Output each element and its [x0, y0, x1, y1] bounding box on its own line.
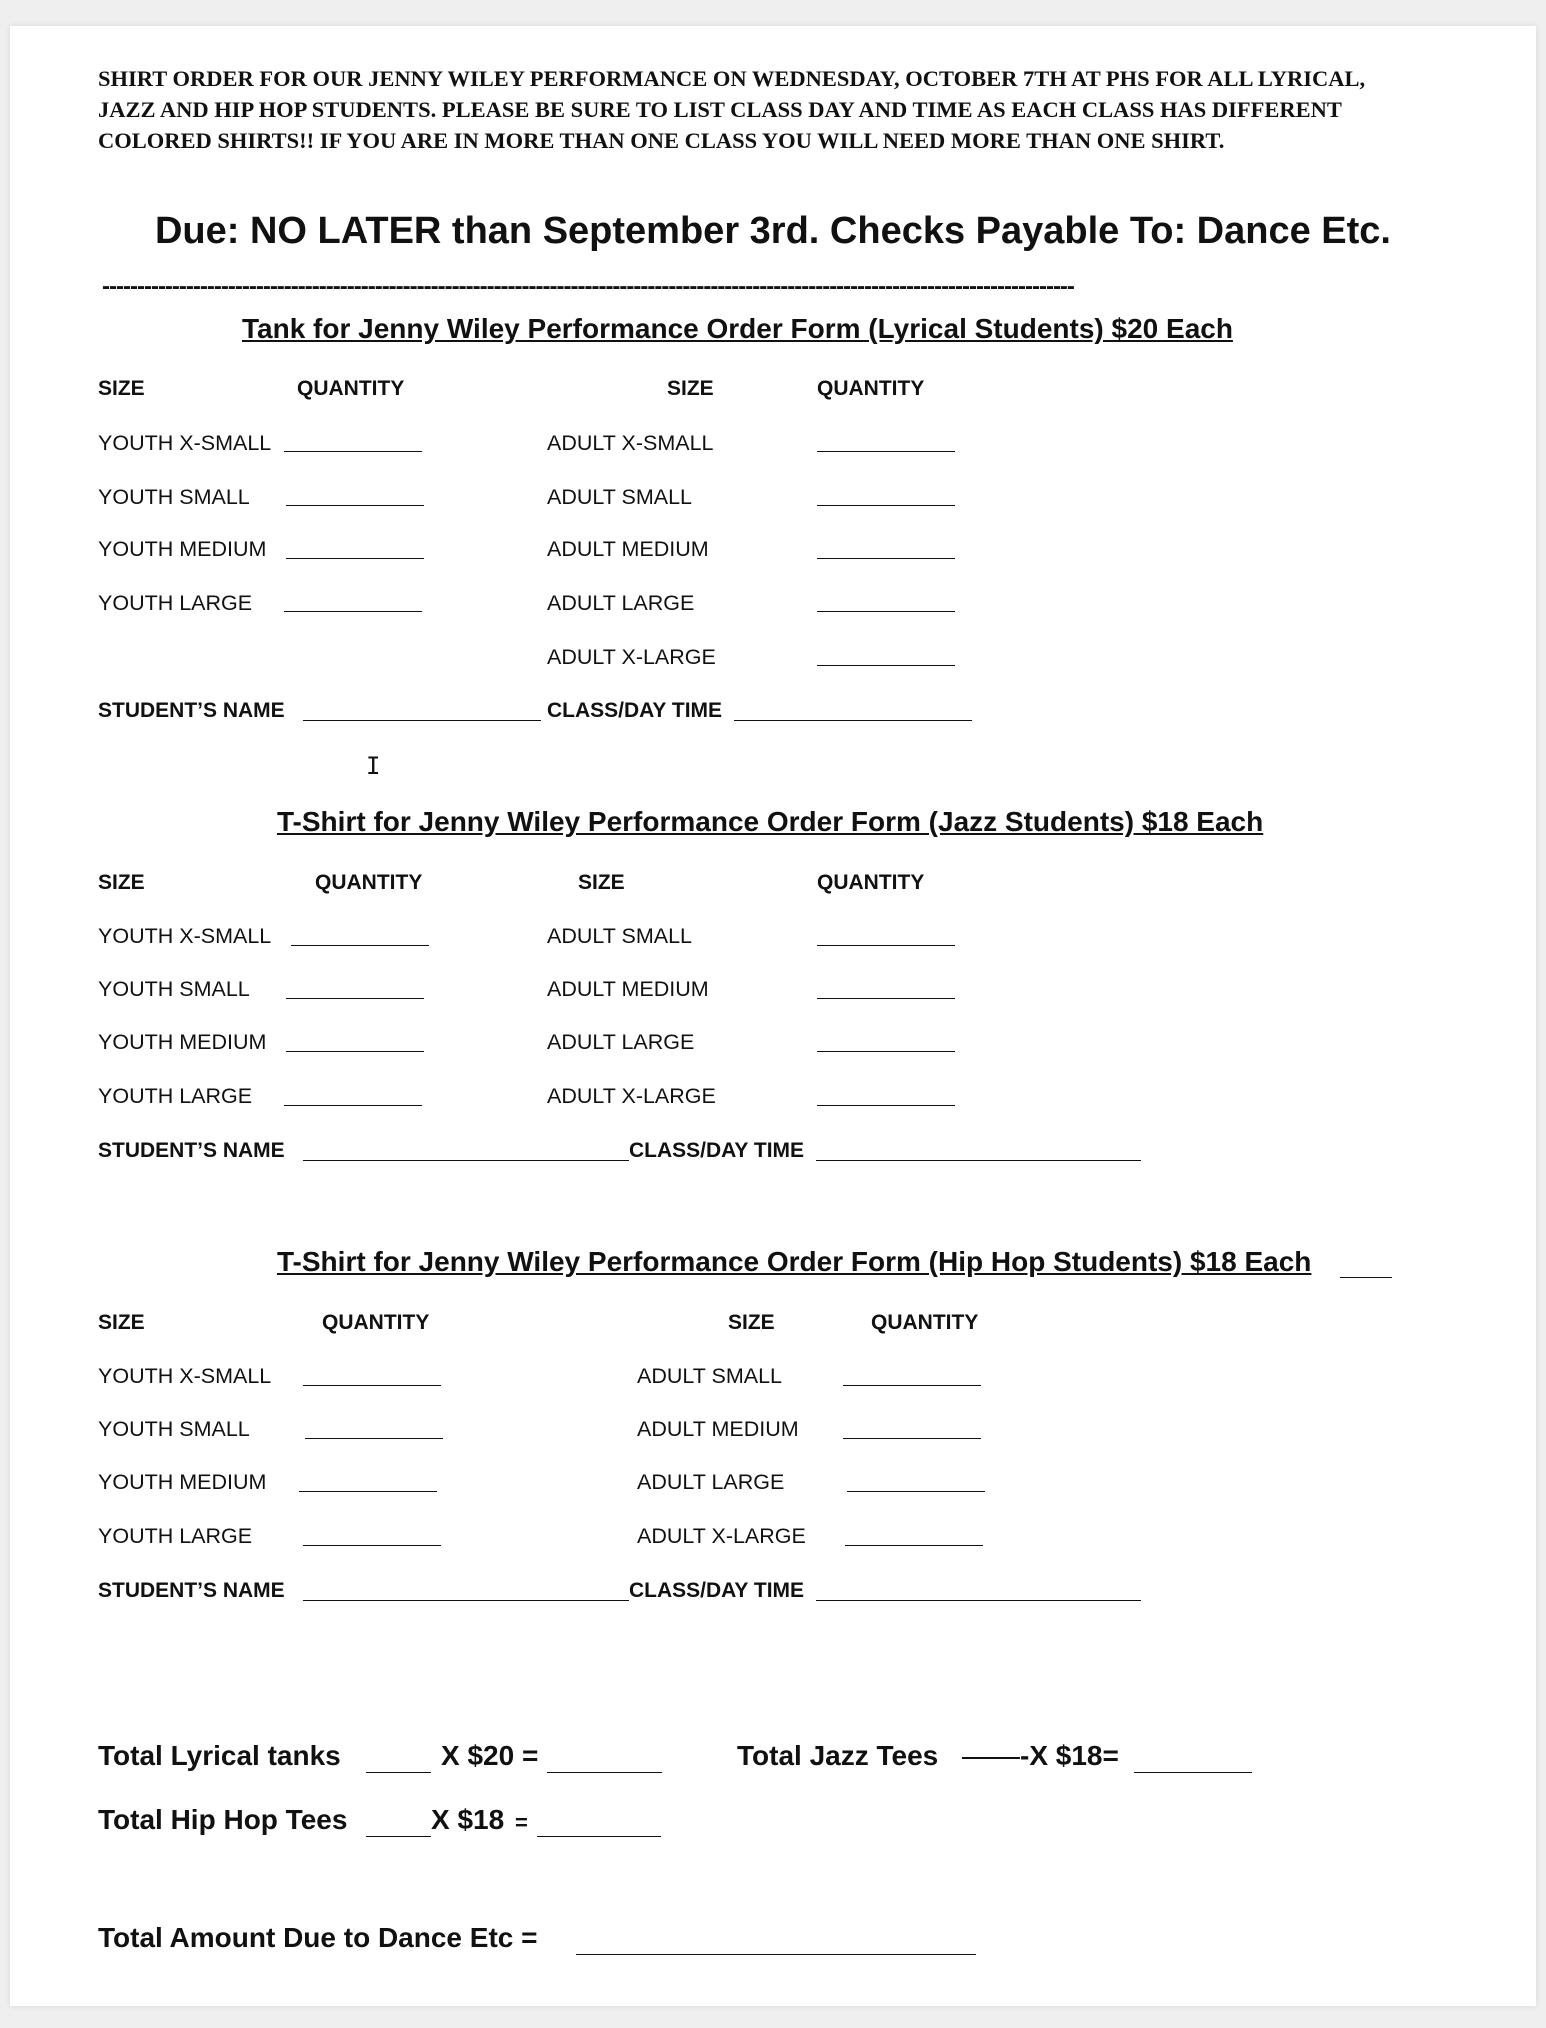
hiphop-youth-small-qty[interactable]: [305, 1438, 443, 1439]
hiphop-adult-xlarge-label: ADULT X-LARGE: [637, 1524, 806, 1548]
jazz-youth-xsmall-label: YOUTH X-SMALL: [98, 924, 272, 948]
lyrical-youth-medium-qty[interactable]: [286, 558, 424, 559]
hiphop-size-header-adult: SIZE: [728, 1311, 775, 1334]
jazz-student-name-label: STUDENT’S NAME: [98, 1139, 285, 1162]
lyrical-quantity-header-adult: QUANTITY: [817, 377, 925, 400]
hiphop-adult-medium-label: ADULT MEDIUM: [637, 1417, 799, 1441]
hiphop-student-name-field[interactable]: [303, 1600, 629, 1601]
total-lyrical-label: Total Lyrical tanks: [98, 1740, 341, 1771]
total-jazz-count-field[interactable]: [962, 1757, 1020, 1759]
total-amount-due-label: Total Amount Due to Dance Etc =: [98, 1922, 538, 1953]
lyrical-adult-medium-label: ADULT MEDIUM: [547, 537, 709, 561]
jazz-youth-small-qty[interactable]: [286, 998, 424, 999]
lyrical-youth-small-qty[interactable]: [286, 505, 424, 506]
hiphop-student-name-label: STUDENT’S NAME: [98, 1579, 285, 1602]
lyrical-adult-medium-qty[interactable]: [817, 558, 955, 559]
dashed-divider: -------------------------------------------------------------------------------------------------------------------------------------------: [102, 273, 1074, 300]
jazz-adult-small-qty[interactable]: [817, 945, 955, 946]
lyrical-adult-xlarge-label: ADULT X-LARGE: [547, 645, 716, 669]
jazz-youth-small-label: YOUTH SMALL: [98, 977, 250, 1001]
lyrical-youth-large-qty[interactable]: [284, 611, 422, 612]
hiphop-adult-medium-qty[interactable]: [843, 1438, 981, 1439]
jazz-adult-xlarge-qty[interactable]: [817, 1105, 955, 1106]
hiphop-adult-small-label: ADULT SMALL: [637, 1364, 782, 1388]
hiphop-quantity-header-adult: QUANTITY: [871, 1311, 979, 1334]
lyrical-adult-xsmall-label: ADULT X-SMALL: [547, 431, 714, 455]
lyrical-adult-xsmall-qty[interactable]: [817, 451, 955, 452]
jazz-quantity-header-adult: QUANTITY: [817, 871, 925, 894]
hiphop-youth-large-label: YOUTH LARGE: [98, 1524, 253, 1548]
lyrical-youth-large-label: YOUTH LARGE: [98, 591, 253, 615]
lyrical-class-time-field[interactable]: [734, 720, 972, 721]
jazz-adult-medium-label: ADULT MEDIUM: [547, 977, 709, 1001]
hiphop-section-title: T-Shirt for Jenny Wiley Performance Order Form (Hip Hop Students) $18 Each: [277, 1246, 1312, 1277]
hiphop-quantity-header: QUANTITY: [322, 1311, 430, 1334]
hiphop-adult-large-label: ADULT LARGE: [637, 1470, 785, 1494]
lyrical-adult-large-qty[interactable]: [817, 611, 955, 612]
jazz-quantity-header: QUANTITY: [315, 871, 423, 894]
jazz-youth-medium-label: YOUTH MEDIUM: [98, 1030, 267, 1054]
total-lyrical-multiplier: X $20 =: [441, 1740, 539, 1771]
total-jazz-multiplier: -X $18=: [1020, 1740, 1119, 1771]
total-lyrical-amount-field[interactable]: [547, 1772, 662, 1773]
due-date-heading: Due: NO LATER than September 3rd. Checks Payable To: Dance Etc.: [154, 210, 1391, 252]
jazz-youth-large-qty[interactable]: [284, 1105, 422, 1106]
jazz-section-title: T-Shirt for Jenny Wiley Performance Order Form (Jazz Students) $18 Each: [277, 806, 1264, 837]
hiphop-title-underline-tail: [1340, 1277, 1392, 1278]
jazz-adult-medium-qty[interactable]: [817, 998, 955, 999]
lyrical-youth-medium-label: YOUTH MEDIUM: [98, 537, 267, 561]
total-amount-due-field[interactable]: [576, 1954, 976, 1955]
total-hiphop-label: Total Hip Hop Tees: [98, 1804, 348, 1835]
lyrical-adult-xlarge-qty[interactable]: [817, 665, 955, 666]
total-hiphop-amount-field[interactable]: [537, 1836, 661, 1837]
jazz-size-header-adult: SIZE: [578, 871, 625, 894]
lyrical-student-name-field[interactable]: [303, 720, 541, 721]
hiphop-adult-large-qty[interactable]: [847, 1491, 985, 1492]
hiphop-youth-small-label: YOUTH SMALL: [98, 1417, 250, 1441]
text-cursor-icon: I: [366, 752, 381, 780]
lyrical-size-header: SIZE: [98, 377, 145, 400]
hiphop-adult-xlarge-qty[interactable]: [845, 1545, 983, 1546]
jazz-youth-medium-qty[interactable]: [286, 1051, 424, 1052]
intro-paragraph: SHIRT ORDER FOR OUR JENNY WILEY PERFORMANCE ON WEDNESDAY, OCTOBER 7TH AT PHS FOR ALL LYRICAL, JAZZ AND HIP HOP STUDENTS. PLEASE BE SURE TO LIST CLASS DAY AND TIME AS EACH CLASS HAS DIFFERENT COLORED SHIRTS!! IF YOU ARE IN MORE THAN ONE CLASS YOU WILL NEED MORE THAN ONE SHIRT.: [98, 66, 1366, 153]
lyrical-adult-large-label: ADULT LARGE: [547, 591, 695, 615]
lyrical-adult-small-qty[interactable]: [817, 505, 955, 506]
hiphop-size-header: SIZE: [98, 1311, 145, 1334]
total-hiphop-equals: =: [515, 1810, 528, 1835]
jazz-adult-large-qty[interactable]: [817, 1051, 955, 1052]
lyrical-student-name-label: STUDENT’S NAME: [98, 699, 285, 722]
jazz-class-time-label: CLASS/DAY TIME: [629, 1139, 805, 1162]
jazz-youth-xsmall-qty[interactable]: [291, 945, 429, 946]
total-jazz-amount-field[interactable]: [1134, 1772, 1252, 1773]
jazz-size-header: SIZE: [98, 871, 145, 894]
lyrical-youth-small-label: YOUTH SMALL: [98, 485, 250, 509]
total-hiphop-count-field[interactable]: [366, 1836, 431, 1837]
jazz-adult-large-label: ADULT LARGE: [547, 1030, 695, 1054]
hiphop-youth-xsmall-qty[interactable]: [303, 1385, 441, 1386]
hiphop-youth-medium-qty[interactable]: [299, 1491, 437, 1492]
jazz-adult-small-label: ADULT SMALL: [547, 924, 692, 948]
total-hiphop-multiplier: X $18: [431, 1804, 505, 1835]
lyrical-youth-xsmall-label: YOUTH X-SMALL: [98, 431, 272, 455]
hiphop-youth-large-qty[interactable]: [303, 1545, 441, 1546]
hiphop-adult-small-qty[interactable]: [843, 1385, 981, 1386]
hiphop-class-time-label: CLASS/DAY TIME: [629, 1579, 805, 1602]
lyrical-quantity-header: QUANTITY: [297, 377, 405, 400]
jazz-youth-large-label: YOUTH LARGE: [98, 1084, 253, 1108]
hiphop-youth-xsmall-label: YOUTH X-SMALL: [98, 1364, 272, 1388]
lyrical-class-time-label: CLASS/DAY TIME: [547, 699, 723, 722]
hiphop-class-time-field[interactable]: [816, 1600, 1141, 1601]
lyrical-size-header-adult: SIZE: [667, 377, 714, 400]
total-jazz-label: Total Jazz Tees: [737, 1740, 939, 1771]
lyrical-youth-xsmall-qty[interactable]: [284, 451, 422, 452]
lyrical-adult-small-label: ADULT SMALL: [547, 485, 692, 509]
jazz-class-time-field[interactable]: [816, 1160, 1141, 1161]
hiphop-youth-medium-label: YOUTH MEDIUM: [98, 1470, 267, 1494]
lyrical-section-title: Tank for Jenny Wiley Performance Order Form (Lyrical Students) $20 Each: [242, 313, 1233, 344]
jazz-student-name-field[interactable]: [303, 1160, 629, 1161]
jazz-adult-xlarge-label: ADULT X-LARGE: [547, 1084, 716, 1108]
total-lyrical-count-field[interactable]: [366, 1772, 431, 1773]
